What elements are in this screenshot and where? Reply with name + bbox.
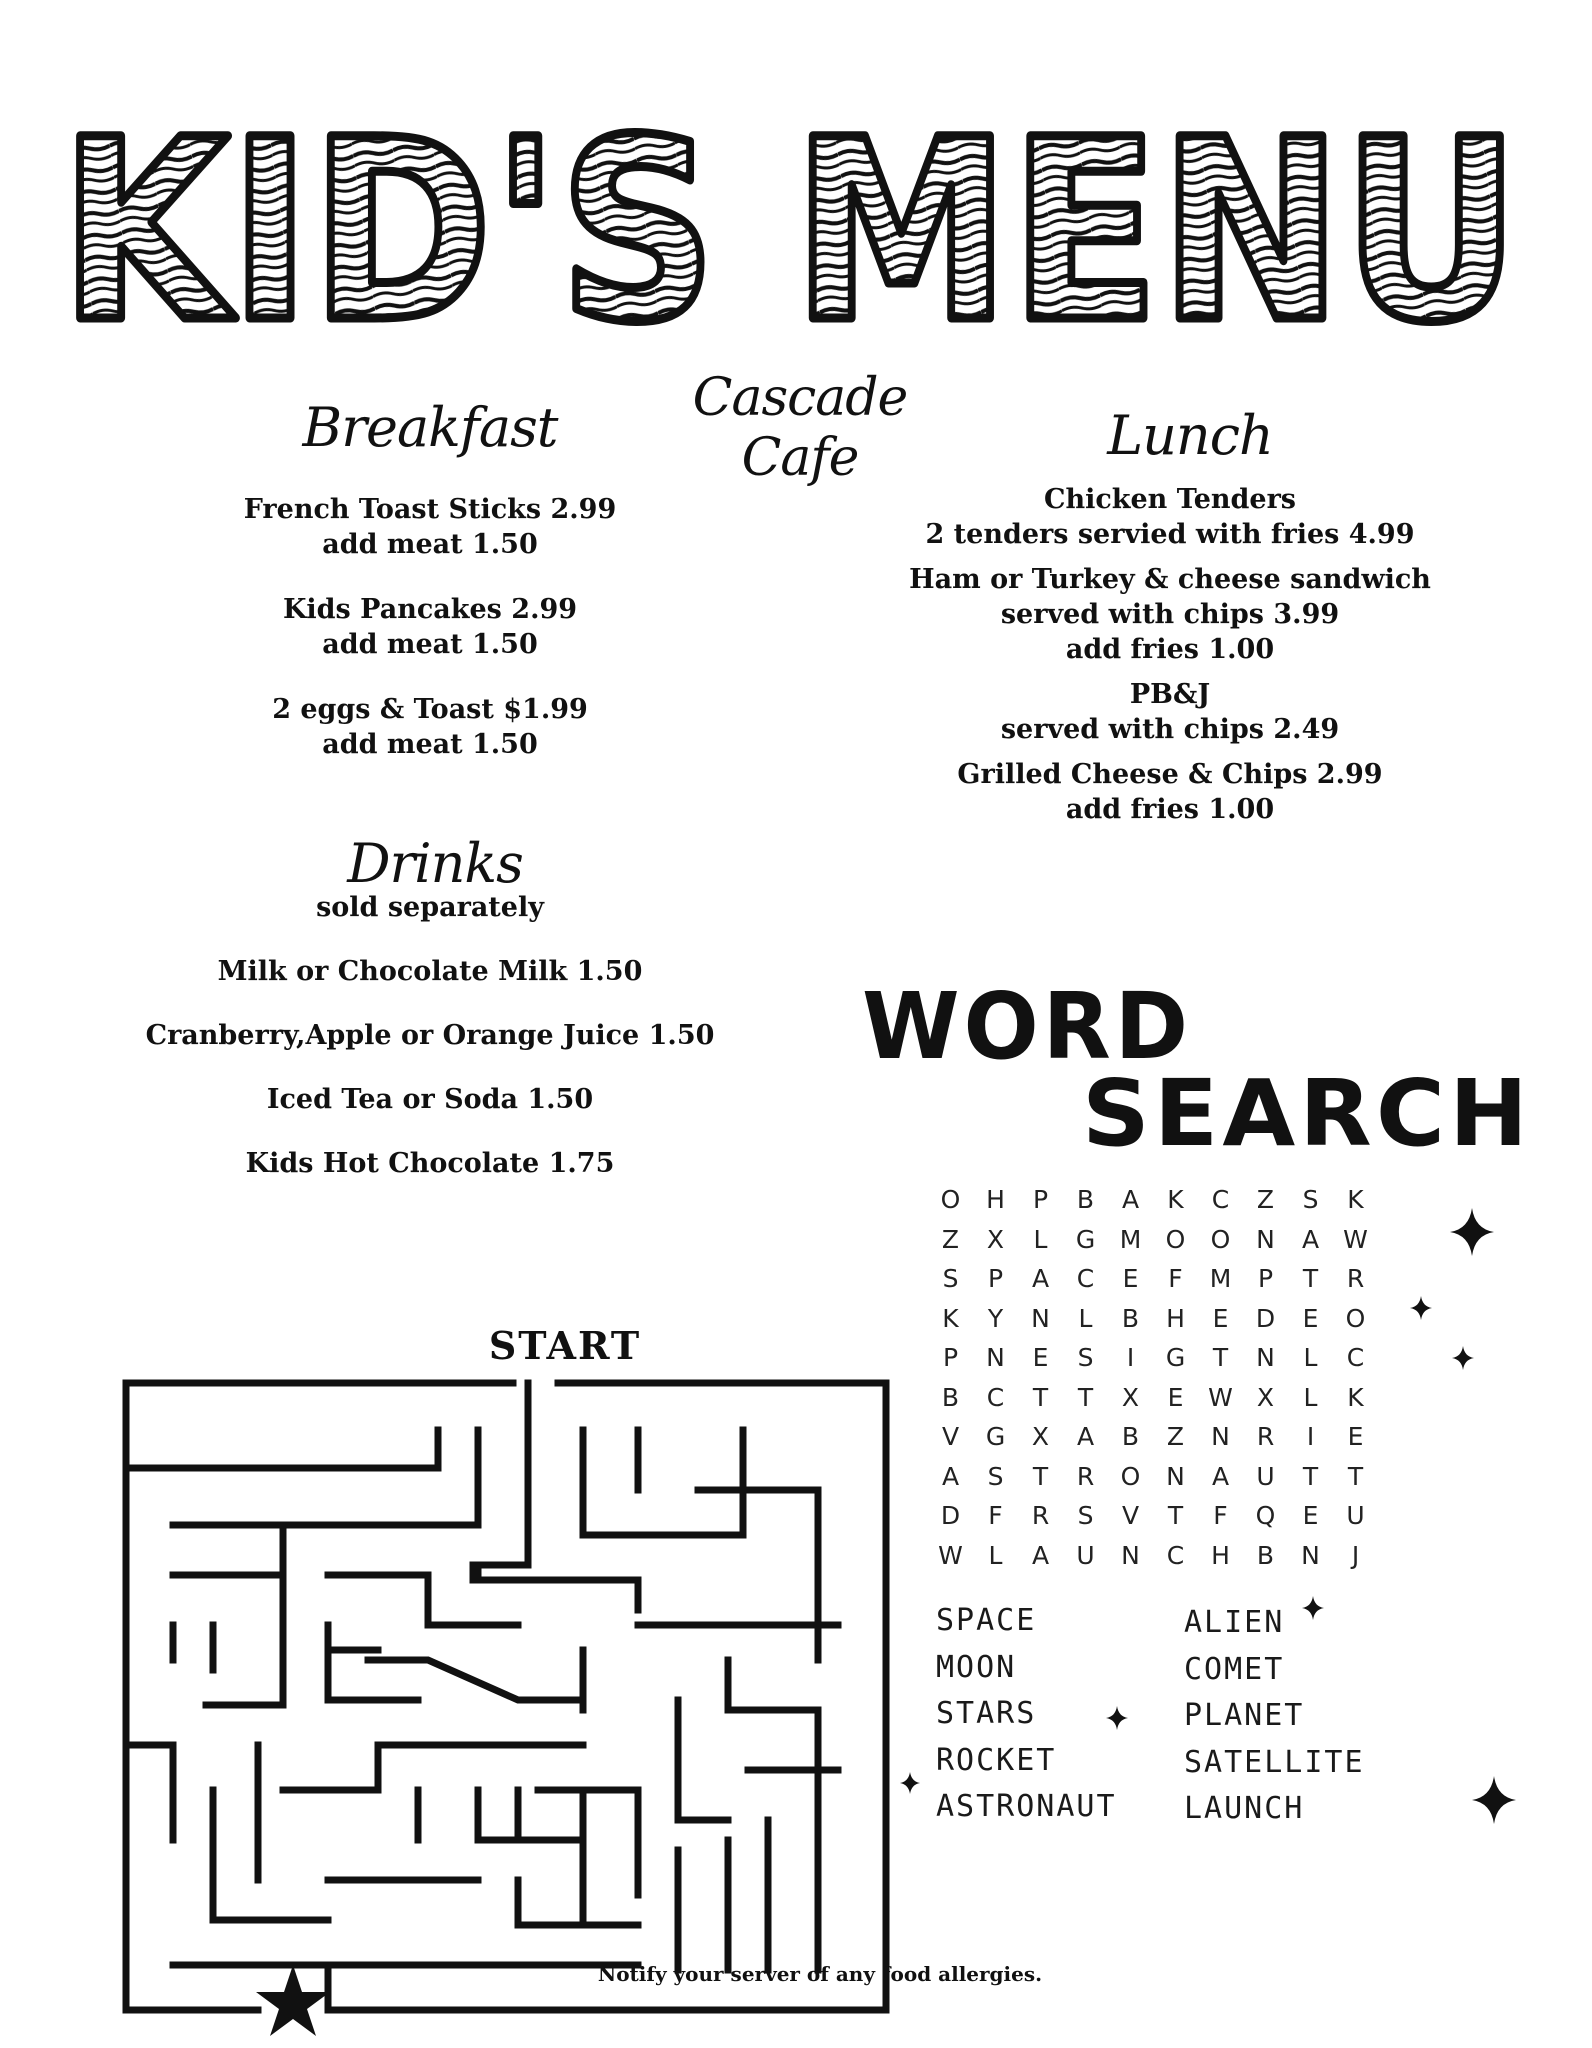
word-search-letter: Z bbox=[1166, 1422, 1185, 1452]
word-search-letter: O bbox=[1165, 1224, 1186, 1254]
lunch-items bbox=[860, 482, 1480, 827]
word-search-letter: S bbox=[1077, 1501, 1094, 1531]
word-search-letter: L bbox=[988, 1540, 1003, 1570]
drink-item: Iced Tea or Soda 1.50 bbox=[266, 1084, 594, 1115]
word-search-letter: B bbox=[1256, 1540, 1275, 1570]
word-search-row bbox=[928, 1180, 1388, 1220]
menu-title bbox=[60, 80, 1530, 377]
word-search-letter: S bbox=[1302, 1185, 1319, 1215]
word-search-letter: C bbox=[1346, 1343, 1365, 1373]
word-search-letter: E bbox=[1122, 1264, 1139, 1294]
item-name: Grilled Cheese & Chips 2.99 bbox=[957, 759, 1383, 790]
word-search-letter: W bbox=[938, 1540, 963, 1570]
word-search-letter: X bbox=[1031, 1422, 1050, 1452]
word-search-letter: R bbox=[1031, 1501, 1050, 1531]
drink-item: Cranberry,Apple or Orange Juice 1.50 bbox=[145, 1020, 715, 1051]
word-search-letter: Z bbox=[1256, 1185, 1275, 1215]
menu-item bbox=[860, 482, 1480, 552]
word-search-letter: T bbox=[1032, 1382, 1049, 1412]
word-search-letter: A bbox=[1211, 1461, 1230, 1491]
word-list-item: SATELLITE bbox=[1184, 1744, 1365, 1780]
word-search-letter: W bbox=[1343, 1224, 1368, 1254]
title-letters: KID'S MENU bbox=[60, 86, 1520, 377]
word-search-letter: R bbox=[1256, 1422, 1275, 1452]
word-search-letter: K bbox=[942, 1303, 959, 1333]
sparkle-icon bbox=[1410, 1296, 1432, 1320]
word-list-item: PLANET bbox=[1184, 1698, 1305, 1733]
word-search-letter: X bbox=[986, 1224, 1005, 1254]
word-search-letter: K bbox=[1167, 1185, 1184, 1215]
sparkle-icon bbox=[1472, 1776, 1516, 1824]
menu-item bbox=[170, 492, 690, 562]
word-search-letter: S bbox=[942, 1264, 959, 1294]
word-search-letter: O bbox=[940, 1185, 961, 1215]
word-search-letter: J bbox=[1351, 1540, 1360, 1570]
item-name: 2 eggs & Toast $1.99 bbox=[272, 694, 588, 725]
word-search-letter: H bbox=[1166, 1303, 1185, 1333]
word-search-letter: T bbox=[1302, 1264, 1319, 1294]
word-search-letter: P bbox=[987, 1264, 1004, 1294]
word-search-row bbox=[928, 1220, 1388, 1260]
word-list-item: ALIEN bbox=[1184, 1605, 1285, 1640]
word-search-letter: E bbox=[1347, 1422, 1364, 1452]
breakfast-heading: Breakfast bbox=[302, 396, 558, 459]
lunch-heading: Lunch bbox=[1107, 404, 1273, 467]
word-search-letter: L bbox=[1303, 1343, 1318, 1373]
word-search-letter: V bbox=[1121, 1501, 1140, 1531]
sparkle-icon bbox=[1450, 1208, 1494, 1256]
word-search-letter: C bbox=[986, 1382, 1005, 1412]
word-search-letter: P bbox=[942, 1343, 959, 1373]
word-search-letter: O bbox=[1345, 1303, 1366, 1333]
word-search-letter: L bbox=[1303, 1382, 1318, 1412]
maze-end-star bbox=[256, 1965, 330, 2036]
word-search-letter: H bbox=[986, 1185, 1005, 1215]
item-addon: add meat 1.50 bbox=[322, 629, 538, 660]
word-search-title bbox=[862, 973, 1542, 1167]
word-search-letter: A bbox=[1076, 1422, 1095, 1452]
word-search-letter: O bbox=[1120, 1461, 1141, 1491]
sparkle-icon bbox=[900, 1772, 920, 1794]
word-search-letter: A bbox=[1301, 1224, 1320, 1254]
sparkle-icon bbox=[1452, 1346, 1474, 1370]
word-search-letter: B bbox=[1076, 1185, 1095, 1215]
word-search-letter: C bbox=[1076, 1264, 1095, 1294]
word-search-letter: A bbox=[1031, 1540, 1050, 1570]
word-search-letter: X bbox=[1121, 1382, 1140, 1412]
item-name: PB&J bbox=[1129, 679, 1211, 710]
word-search-row bbox=[928, 1299, 1388, 1339]
word-list-item: ASTRONAUT bbox=[936, 1789, 1117, 1824]
word-search-row bbox=[928, 1378, 1388, 1418]
item-addon: add fries 1.00 bbox=[1065, 794, 1275, 825]
word-search-letter: M bbox=[1209, 1264, 1232, 1294]
word-search-letter: T bbox=[1032, 1461, 1049, 1491]
word-search-letter: N bbox=[1256, 1343, 1275, 1373]
cafe-name: Cascade Cafe bbox=[692, 368, 908, 488]
word-search-letter: A bbox=[941, 1461, 960, 1491]
word-list-item: LAUNCH bbox=[1184, 1791, 1305, 1826]
word-list-left bbox=[936, 1598, 1117, 1831]
word-search-row bbox=[928, 1536, 1388, 1576]
word-search-letter: N bbox=[1031, 1303, 1050, 1333]
breakfast-items bbox=[170, 492, 690, 762]
word-search-letter: S bbox=[1077, 1343, 1094, 1373]
word-search-letter: Z bbox=[941, 1224, 960, 1254]
item-detail: 2 tenders servied with fries 4.99 bbox=[925, 519, 1415, 550]
word-search-letter: N bbox=[1121, 1540, 1140, 1570]
item-detail: served with chips 3.99 bbox=[1000, 599, 1340, 630]
menu-item bbox=[860, 757, 1480, 827]
word-search-letter: E bbox=[1032, 1343, 1049, 1373]
word-search-letter: D bbox=[1255, 1303, 1276, 1333]
word-search-letter: O bbox=[1210, 1224, 1231, 1254]
word-search-row bbox=[928, 1338, 1388, 1378]
word-search-letter: W bbox=[1208, 1382, 1233, 1412]
item-detail: served with chips 2.49 bbox=[1000, 714, 1340, 745]
word-search-title-line1: WORD bbox=[862, 973, 1192, 1080]
word-search-letter: K bbox=[1347, 1382, 1364, 1412]
sparkle-icon bbox=[1302, 1596, 1324, 1620]
drinks-items bbox=[100, 890, 760, 1181]
word-search-letter: T bbox=[1302, 1461, 1319, 1491]
word-search-letter: B bbox=[1121, 1303, 1140, 1333]
word-search-letter: T bbox=[1212, 1343, 1229, 1373]
word-search-letter: N bbox=[1256, 1224, 1275, 1254]
word-search-title-line2: SEARCH bbox=[1082, 1060, 1532, 1167]
word-search-letter: D bbox=[940, 1501, 961, 1531]
word-search-letter: R bbox=[1346, 1264, 1365, 1294]
word-search-letter: X bbox=[1256, 1382, 1275, 1412]
word-search-letter: E bbox=[1167, 1382, 1184, 1412]
word-search-letter: N bbox=[1301, 1540, 1320, 1570]
word-search-letter: T bbox=[1077, 1382, 1094, 1412]
word-search-letter: A bbox=[1121, 1185, 1140, 1215]
word-search-row bbox=[928, 1496, 1388, 1536]
word-search-letter: U bbox=[1346, 1501, 1365, 1531]
word-search-letter: G bbox=[985, 1422, 1006, 1452]
word-search-letter: I bbox=[1306, 1422, 1315, 1452]
item-name: Kids Pancakes 2.99 bbox=[282, 594, 578, 625]
word-search-letter: T bbox=[1167, 1501, 1184, 1531]
item-name: French Toast Sticks 2.99 bbox=[243, 494, 617, 525]
word-search-letter: F bbox=[1168, 1264, 1183, 1294]
word-search-row bbox=[928, 1417, 1388, 1457]
drink-item: Milk or Chocolate Milk 1.50 bbox=[217, 956, 643, 987]
word-search-letter: T bbox=[1347, 1461, 1364, 1491]
word-search-letter: Q bbox=[1255, 1501, 1276, 1531]
word-list-item: MOON bbox=[936, 1649, 1017, 1685]
word-search-letter: N bbox=[1211, 1422, 1230, 1452]
word-search-letter: L bbox=[1078, 1303, 1093, 1333]
word-search-letter: G bbox=[1075, 1224, 1096, 1254]
word-search-letter: F bbox=[1213, 1501, 1228, 1531]
word-search-letter: E bbox=[1302, 1501, 1319, 1531]
word-list-item: STARS bbox=[936, 1696, 1037, 1731]
item-addon: add meat 1.50 bbox=[322, 729, 538, 760]
word-search-letter: K bbox=[1347, 1185, 1364, 1215]
word-search-letter: G bbox=[1165, 1343, 1186, 1373]
maze-wall bbox=[126, 1383, 513, 2010]
word-search-row bbox=[928, 1457, 1388, 1497]
word-search-letter: P bbox=[1257, 1264, 1274, 1294]
word-search-letter: F bbox=[988, 1501, 1003, 1531]
word-list-item: ROCKET bbox=[936, 1742, 1057, 1778]
word-search-letter: R bbox=[1076, 1461, 1095, 1491]
word-search-letter: V bbox=[941, 1422, 960, 1452]
item-name: Chicken Tenders bbox=[1043, 484, 1297, 515]
word-list-item: COMET bbox=[1184, 1651, 1285, 1687]
word-search-letter: N bbox=[986, 1343, 1005, 1373]
menu-item bbox=[170, 692, 690, 762]
word-search-letter: A bbox=[1031, 1264, 1050, 1294]
word-search-letter: N bbox=[1166, 1461, 1185, 1491]
word-search-letter: C bbox=[1166, 1540, 1185, 1570]
word-list-right bbox=[1184, 1600, 1365, 1833]
menu-item bbox=[860, 562, 1480, 667]
word-search-letter: L bbox=[1033, 1224, 1048, 1254]
allergy-note: Notify your server of any food allergies. bbox=[597, 1962, 1043, 1986]
word-search-letter: B bbox=[941, 1382, 960, 1412]
menu-item bbox=[860, 677, 1480, 747]
item-addon: add meat 1.50 bbox=[322, 529, 538, 560]
word-search-letter: H bbox=[1211, 1540, 1230, 1570]
item-name: Ham or Turkey & cheese sandwich bbox=[909, 564, 1431, 595]
maze bbox=[118, 1370, 893, 2020]
word-search-letter: I bbox=[1126, 1343, 1135, 1373]
word-search-grid bbox=[928, 1180, 1388, 1575]
word-search-letter: U bbox=[1076, 1540, 1095, 1570]
drinks-subheading: sold separately bbox=[316, 892, 544, 923]
word-search-letter: B bbox=[1121, 1422, 1140, 1452]
sparkle-icon bbox=[1106, 1706, 1128, 1730]
word-search-letter: S bbox=[987, 1461, 1004, 1491]
word-search-letter: E bbox=[1212, 1303, 1229, 1333]
word-list-item: SPACE bbox=[936, 1603, 1037, 1638]
word-search-letter: C bbox=[1211, 1185, 1230, 1215]
word-search-letter: M bbox=[1119, 1224, 1142, 1254]
word-search-letter: U bbox=[1256, 1461, 1275, 1491]
drinks-heading: Drinks bbox=[347, 832, 523, 895]
item-addon: add fries 1.00 bbox=[1065, 634, 1275, 665]
drink-item: Kids Hot Chocolate 1.75 bbox=[245, 1148, 615, 1179]
word-search-letter: Y bbox=[987, 1303, 1004, 1333]
word-search-letter: P bbox=[1032, 1185, 1049, 1215]
maze-start-label: START bbox=[488, 1323, 642, 1368]
word-search-row bbox=[928, 1259, 1388, 1299]
star-icon bbox=[256, 1965, 330, 2036]
menu-item bbox=[170, 592, 690, 662]
word-search-letter: E bbox=[1302, 1303, 1319, 1333]
